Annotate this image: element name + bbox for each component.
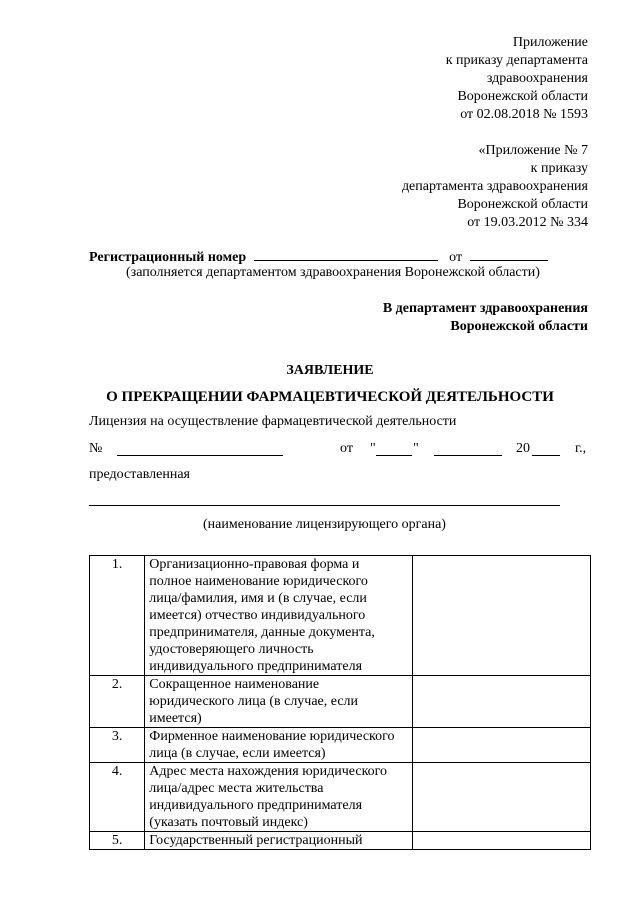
recipient-block: [383, 300, 588, 336]
page-title: ЗАЯВЛЕНИЕ: [286, 363, 374, 378]
license-year-suffix: г.,: [575, 441, 587, 456]
row-value-field[interactable]: [413, 763, 591, 832]
table-row: [90, 832, 591, 850]
license-quote-close: ": [413, 441, 419, 456]
row-description: [145, 728, 413, 763]
registration-number-field[interactable]: [254, 246, 438, 261]
row-line: лица/фамилия, имя и (в случае, если: [149, 591, 367, 606]
license-intro: Лицензия на осуществление фармацевтической деятельности: [89, 414, 457, 429]
registration-label: Регистрационный номер: [89, 250, 247, 265]
row-value-field[interactable]: [413, 676, 591, 728]
license-issued-by: предоставленная: [89, 467, 190, 482]
recipient-line: В департамент здравоохранения: [382, 301, 588, 316]
license-quote-open: ": [370, 441, 376, 456]
row-value-field[interactable]: [413, 728, 591, 763]
page-subtitle: О ПРЕКРАЩЕНИИ ФАРМАЦЕВТИЧЕСКОЙ ДЕЯТЕЛЬНОСТИ: [106, 389, 554, 405]
row-description: [145, 763, 413, 832]
row-description: [145, 832, 413, 850]
authority-note: (наименование лицензирующего органа): [203, 517, 446, 532]
row-value-field[interactable]: [413, 832, 591, 850]
info-table: [89, 555, 591, 850]
row-number: 5.: [90, 832, 145, 850]
appendix-line: здравоохранения: [486, 71, 588, 86]
table-row: [90, 676, 591, 728]
recipient-line: Воронежской области: [450, 319, 588, 334]
row-line: полное наименование юридического: [149, 574, 368, 589]
appendix-line: к приказу департамента: [445, 53, 588, 68]
appendix7-line: к приказу: [530, 161, 588, 176]
license-year-field[interactable]: [532, 441, 560, 456]
appendix7-line: Воронежской области: [457, 197, 588, 212]
appendix7-line: от 19.03.2012 № 334: [467, 215, 588, 230]
row-line: предпринимателя, данные документа,: [149, 625, 375, 640]
appendix-header: [446, 34, 588, 124]
row-line: Фирменное наименование юридического: [149, 729, 395, 744]
row-number: 3.: [90, 728, 145, 763]
authority-field[interactable]: [89, 505, 560, 506]
appendix7-header: [402, 142, 588, 232]
row-line: Сокращенное наименование: [149, 677, 320, 692]
appendix-line: Воронежской области: [457, 89, 588, 104]
row-line: индивидуального предпринимателя: [149, 659, 363, 674]
license-month-field[interactable]: [434, 441, 502, 456]
license-number-sign: №: [89, 441, 103, 456]
row-number: 2.: [90, 676, 145, 728]
appendix-line: от 02.08.2018 № 1593: [460, 107, 588, 122]
row-line: Государственный регистрационный: [149, 833, 363, 848]
appendix-line: Приложение: [512, 35, 588, 50]
registration-date-field[interactable]: [470, 246, 548, 261]
row-number: 1.: [90, 556, 145, 676]
appendix7-line: «Приложение № 7: [478, 143, 588, 158]
row-line: имеется): [149, 711, 202, 726]
row-line: (указать почтовый индекс): [149, 815, 308, 830]
license-day-field[interactable]: [376, 441, 412, 456]
row-line: лица/адрес места жительства: [149, 781, 324, 796]
row-line: Организационно-правовая форма и: [149, 557, 360, 572]
license-number-field[interactable]: [117, 441, 283, 456]
row-number: 4.: [90, 763, 145, 832]
row-description: [145, 676, 413, 728]
row-line: имеется) отчество индивидуального: [149, 608, 366, 623]
registration-note: (заполняется департаментом здравоохранения Воронежской области): [126, 265, 540, 280]
table-row: [90, 763, 591, 832]
table-row: [90, 728, 591, 763]
row-line: индивидуального предпринимателя: [149, 798, 363, 813]
table-row: [90, 556, 591, 676]
row-description: [145, 556, 413, 676]
row-value-field[interactable]: [413, 556, 591, 676]
appendix7-line: департамента здравоохранения: [401, 179, 588, 194]
license-from: от: [340, 441, 353, 456]
row-line: Адрес места нахождения юридического: [149, 764, 388, 779]
row-line: лица (в случае, если имеется): [149, 746, 326, 761]
row-line: юридического лица (в случае, если: [149, 694, 359, 709]
license-year-prefix: 20: [516, 441, 530, 456]
row-line: удостоверяющего личность: [149, 642, 314, 657]
registration-from: от: [449, 250, 463, 265]
